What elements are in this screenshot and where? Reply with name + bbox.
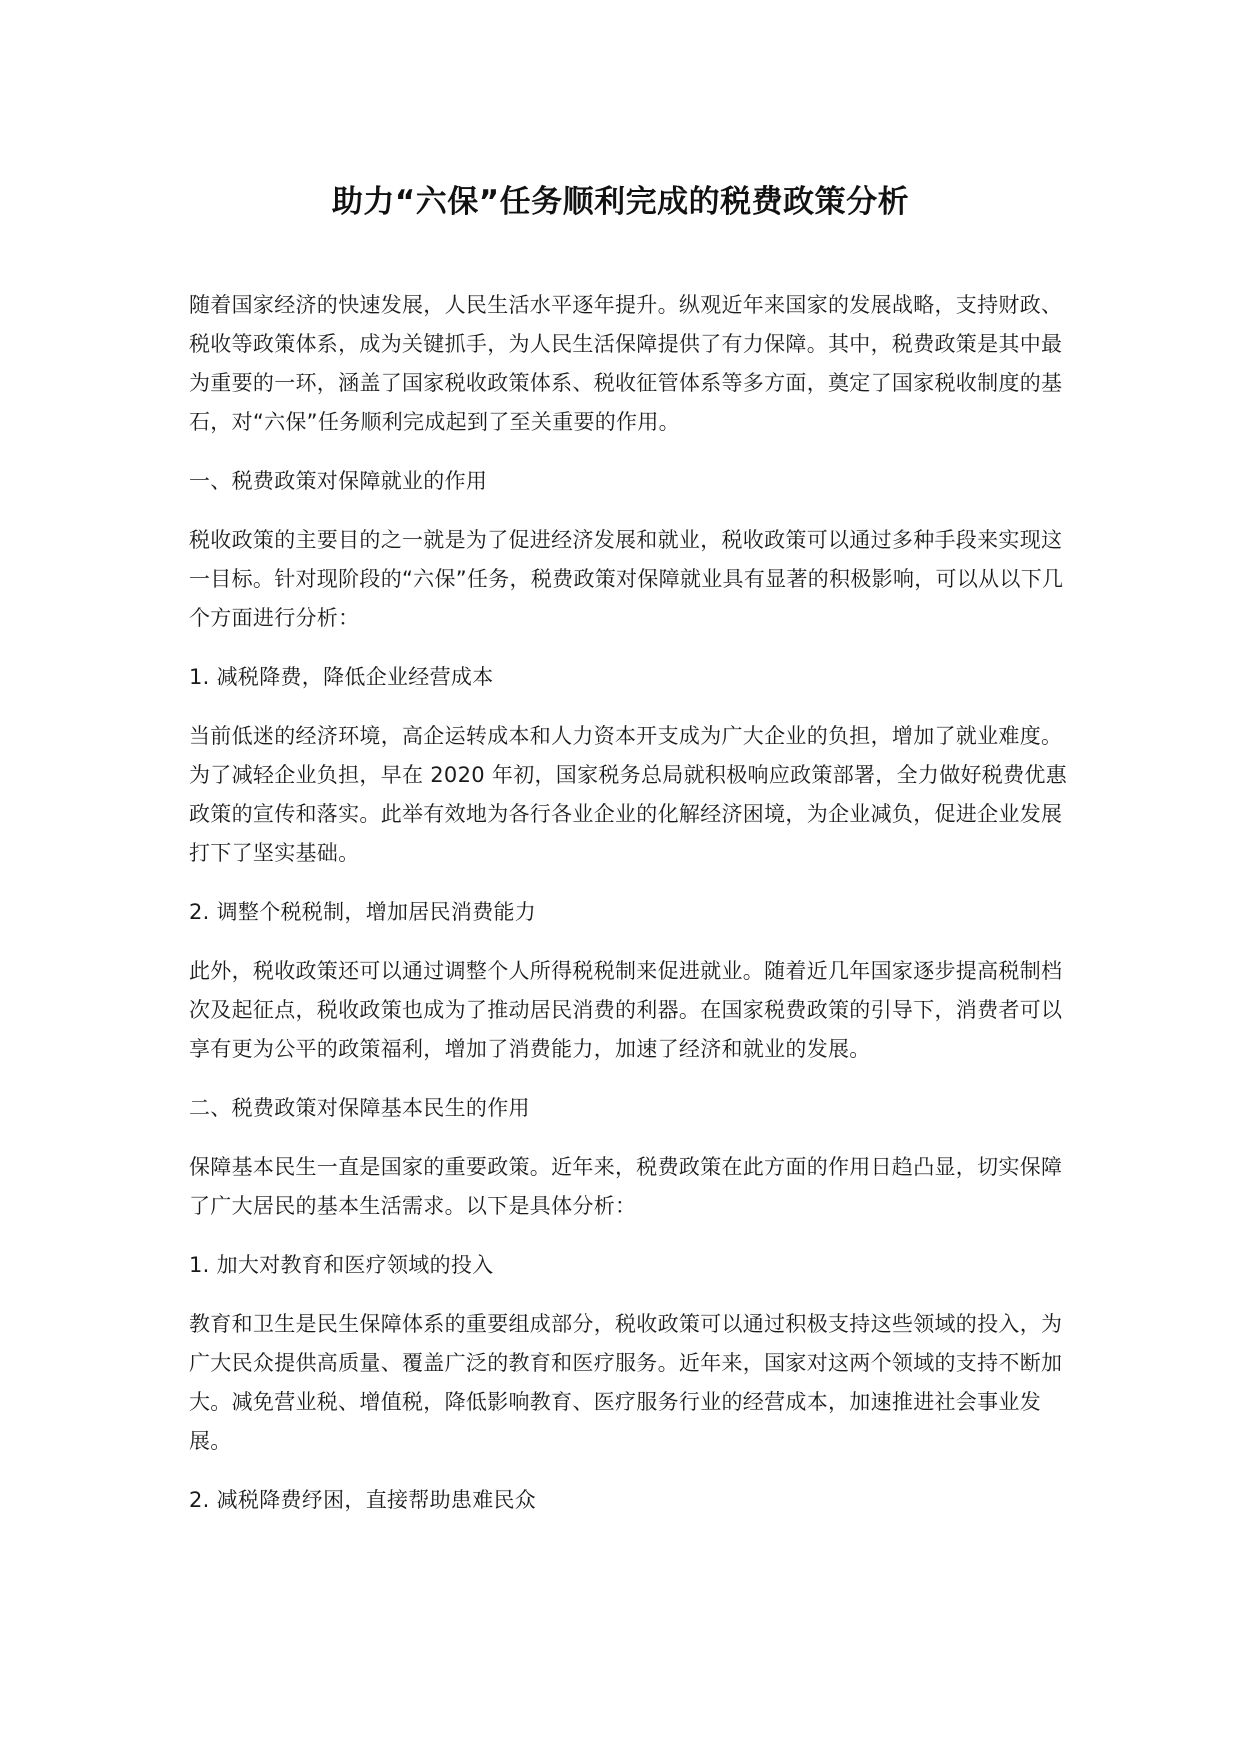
subheading-relief: 2. 减税降费纾困，直接帮助患难民众 <box>189 1488 537 1512</box>
document-body <box>189 286 1069 1540</box>
paragraph-income-tax: 此外，税收政策还可以通过调整个人所得税税制来促进就业。随着近几年国家逐步提高税制档次及起征点，税收政策也成为了推动居民消费的利器。在国家税费政策的引导下，消费者可以享有更为公平的政策福利，增加了消费能力，加速了经济和就业的发展。 <box>189 959 1063 1061</box>
paragraph-education-medical: 教育和卫生是民生保障体系的重要组成部分，税收政策可以通过积极支持这些领域的投入，为广大民众提供高质量、覆盖广泛的教育和医疗服务。近年来，国家对这两个领域的支持不断加大。减免营业税、增值税，降低影响教育、医疗服务行业的经营成本，加速推进社会事业发展。 <box>189 1312 1063 1453</box>
section-heading-livelihood: 二、税费政策对保障基本民生的作用 <box>189 1096 530 1120</box>
subheading-education-medical: 1. 加大对教育和医疗领域的投入 <box>189 1253 494 1277</box>
section-heading-employment: 一、税费政策对保障就业的作用 <box>189 469 488 493</box>
subheading-income-tax: 2. 调整个税税制，增加居民消费能力 <box>189 900 537 924</box>
paragraph-employment-overview: 税收政策的主要目的之一就是为了促进经济发展和就业，税收政策可以通过多种手段来实现这一目标。针对现阶段的“六保”任务，税费政策对保障就业具有显著的积极影响，可以从以下几个方面进行分析： <box>189 528 1064 630</box>
document-title: 助力“六保”任务顺利完成的税费政策分析 <box>331 184 910 220</box>
intro-paragraph: 随着国家经济的快速发展，人民生活水平逐年提升。纵观近年来国家的发展战略，支持财政、税收等政策体系，成为关键抓手，为人民生活保障提供了有力保障。其中，税费政策是其中最为重要的一环，涵盖了国家税收政策体系、税收征管体系等多方面，奠定了国家税收制度的基石，对“六保”任务顺利完成起到了至关重要的作用。 <box>189 293 1063 434</box>
paragraph-livelihood-overview: 保障基本民生一直是国家的重要政策。近年来，税费政策在此方面的作用日趋凸显，切实保障了广大居民的基本生活需求。以下是具体分析： <box>189 1155 1063 1218</box>
subheading-tax-cut: 1. 减税降费，降低企业经营成本 <box>189 665 494 689</box>
paragraph-tax-cut: 当前低迷的经济环境，高企运转成本和人力资本开支成为广大企业的负担，增加了就业难度。为了减轻企业负担，早在 2020 年初，国家税务总局就积极响应政策部署，全力做好税费优惠政策的宣传和落实。此举有效地为各行各业企业的化解经济困境，为企业减负，促进企业发展打下了坚实基础。 <box>189 724 1067 865</box>
